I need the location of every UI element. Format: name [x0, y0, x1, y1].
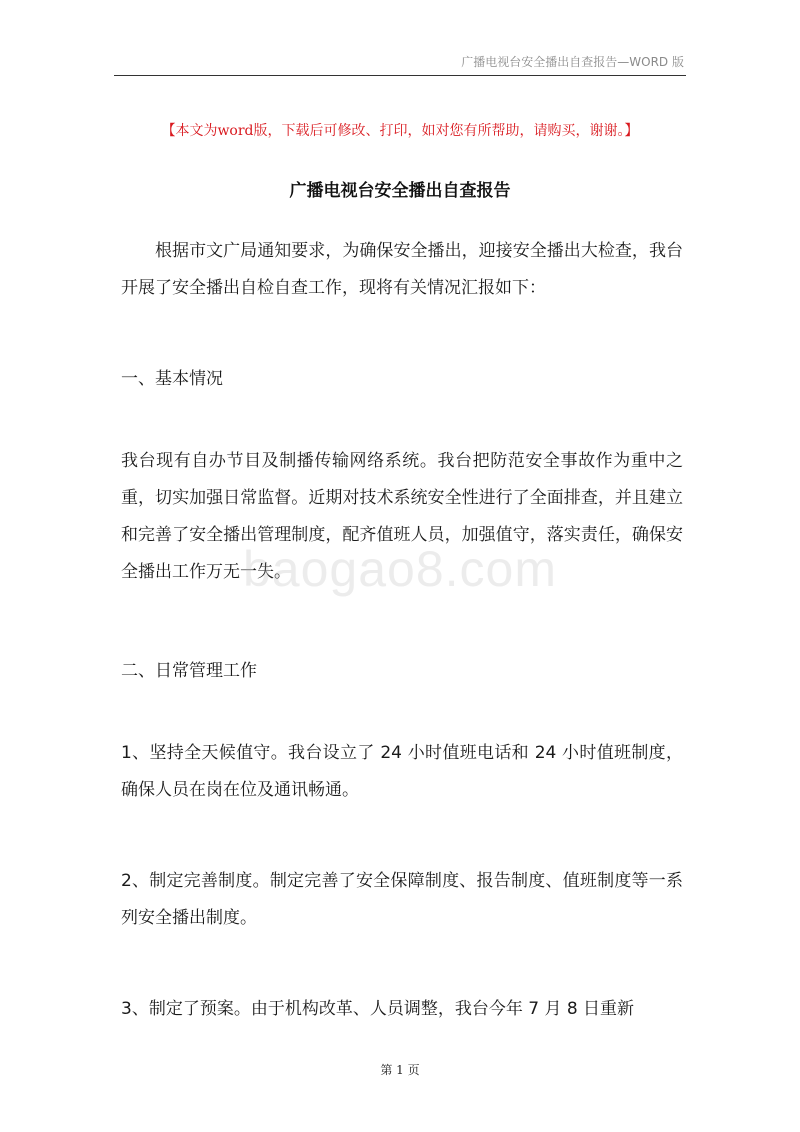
list-item: 1、坚持全天候值守。我台设立了 24 小时值班电话和 24 小时值班制度，确保人员在岗在位及通讯畅通。	[121, 743, 683, 800]
purchase-notice: 【本文为word版，下载后可修改、打印，如对您有所帮助，请购买，谢谢。】	[161, 123, 639, 139]
list-item: 3、制定了预案。由于机构改革、人员调整，我台今年 7 月 8 日重新	[121, 999, 635, 1019]
section-one-heading: 一、基本情况	[121, 369, 223, 389]
running-header: 广播电视台安全播出自查报告—WORD 版	[461, 55, 684, 69]
list-item: 2、制定完善制度。制定完善了安全保障制度、报告制度、值班制度等一系列安全播出制度。	[121, 871, 683, 928]
section-two-heading: 二、日常管理工作	[121, 661, 257, 681]
header-divider	[114, 75, 686, 76]
section-one-paragraph: 我台现有自办节目及制播传输网络系统。我台把防范安全事故作为重中之重，切实加强日常监督。近期对技术系统安全性进行了全面排查，并且建立和完善了安全播出管理制度，配齐值班人员，加强值守，落实责任，确保安全播出工作万无一失。	[121, 451, 683, 582]
intro-paragraph: 根据市文广局通知要求，为确保安全播出，迎接安全播出大检查，我台开展了安全播出自检自查工作，现将有关情况汇报如下：	[121, 241, 683, 298]
document-title: 广播电视台安全播出自查报告	[289, 181, 511, 201]
page-number: 第 1 页	[380, 1063, 420, 1077]
watermark: baogao8.com	[242, 541, 557, 597]
